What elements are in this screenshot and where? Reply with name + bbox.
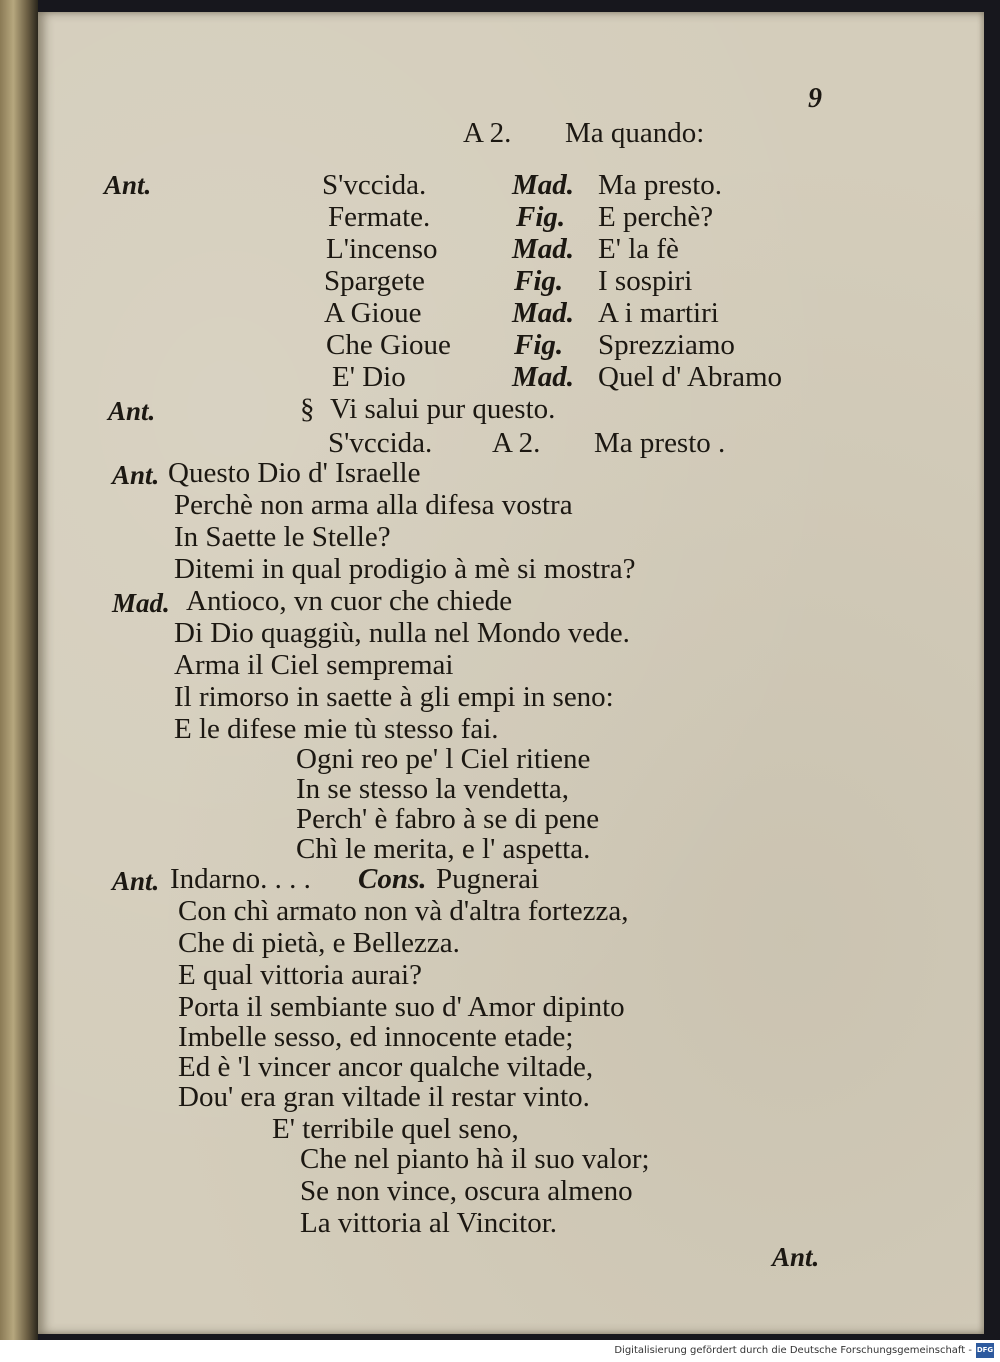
dialogue-right: A i martiri	[598, 297, 719, 329]
dialogue-left: Che Gioue	[326, 329, 451, 361]
verse-line: Ogni reo pe' l Ciel ritiene	[296, 743, 591, 775]
text-line: E qual vittoria aurai?	[178, 959, 422, 991]
speaker-label: Fig.	[514, 329, 564, 361]
dialogue-left: L'incenso	[326, 233, 438, 265]
speaker-label: Ant.	[112, 460, 160, 490]
text-line: Il rimorso in saette à gli empi in seno:	[174, 681, 614, 713]
catchword: Ant.	[772, 1242, 820, 1272]
text-line: Con chì armato non và d'altra fortezza,	[178, 895, 629, 927]
verse-line: In se stesso la vendetta,	[296, 773, 570, 805]
speaker-label: Fig.	[516, 201, 566, 233]
dialogue-line: Vi salui pur questo.	[330, 393, 556, 425]
text-line: Antioco, vn cuor che chiede	[186, 585, 513, 617]
text-line: Di Dio quaggiù, nulla nel Mondo vede.	[174, 617, 630, 649]
page-number: 9	[808, 83, 822, 114]
text-line: Ditemi in qual prodigio à mè si mostra?	[174, 553, 636, 585]
speaker-label: Ant.	[108, 396, 156, 426]
speaker-label: Mad.	[512, 233, 575, 265]
dialogue-right: Quel d' Abramo	[598, 361, 783, 393]
book-page	[38, 12, 984, 1334]
header-a2: A 2.	[463, 117, 512, 149]
speaker-label: Cons.	[358, 863, 427, 895]
text-line: E le difese mie tù stesso fai.	[174, 713, 499, 745]
text-line: Perchè non arma alla difesa vostra	[174, 489, 573, 521]
text-line: Pugnerai	[436, 863, 540, 895]
speaker-label: Ant.	[104, 170, 152, 200]
speaker-label: Mad.	[512, 297, 575, 329]
brace-symbol: §	[300, 393, 315, 425]
speaker-label: Fig.	[514, 265, 564, 297]
text-line: Imbelle sesso, ed innocente etade;	[178, 1021, 574, 1053]
header-text: Ma quando:	[565, 117, 705, 149]
footer-text: Digitalisierung gefördert durch die Deutsche Forschungsgemeinschaft -	[614, 1345, 972, 1356]
digitization-footer	[0, 1340, 1000, 1362]
verse-line: Perch' è fabro à se di pene	[296, 803, 600, 835]
speaker-label: Mad.	[512, 361, 575, 393]
text-line: Ed è 'l vincer ancor qualche viltade,	[178, 1051, 594, 1083]
dialogue-left: Spargete	[324, 265, 425, 297]
speaker-label: Ant.	[112, 866, 160, 896]
dialogue-right: Sprezziamo	[598, 329, 735, 361]
text-line: Arma il Ciel sempremai	[174, 649, 454, 681]
text-line: Indarno. . . .	[170, 863, 311, 895]
dialogue-left: E' Dio	[332, 361, 406, 393]
dialogue-right: E' la fè	[598, 233, 679, 265]
book-spine	[0, 0, 38, 1340]
dialogue-right: Ma presto .	[594, 427, 726, 459]
dialogue-right: I sospiri	[598, 265, 693, 297]
text-line: Dou' era gran viltade il restar vinto.	[178, 1081, 590, 1113]
verse-line: La vittoria al Vincitor.	[300, 1207, 558, 1239]
speaker-label: Mad.	[112, 588, 170, 618]
text-line: Che di pietà, e Bellezza.	[178, 927, 460, 959]
dialogue-left: A Gioue	[324, 297, 422, 329]
dfg-logo-icon: DFG	[976, 1343, 994, 1358]
dialogue-right: Ma presto.	[598, 169, 723, 201]
dialogue-left: Fermate.	[328, 201, 431, 233]
verse-line: Che nel pianto hà il suo valor;	[300, 1143, 650, 1175]
verse-line: Se non vince, oscura almeno	[300, 1175, 633, 1207]
dialogue-left: S'vccida.	[328, 427, 433, 459]
dialogue-left: S'vccida.	[322, 169, 427, 201]
text-line: In Saette le Stelle?	[174, 521, 391, 553]
verse-line: Chì le merita, e l' aspetta.	[296, 833, 591, 865]
text-line: Porta il sembiante suo d' Amor dipinto	[178, 991, 625, 1023]
speaker-label: Mad.	[512, 169, 575, 201]
text-line: Questo Dio d' Israelle	[168, 457, 421, 489]
a2-label: A 2.	[492, 427, 541, 459]
verse-line: E' terribile quel seno,	[272, 1113, 519, 1145]
dialogue-right: E perchè?	[598, 201, 714, 233]
